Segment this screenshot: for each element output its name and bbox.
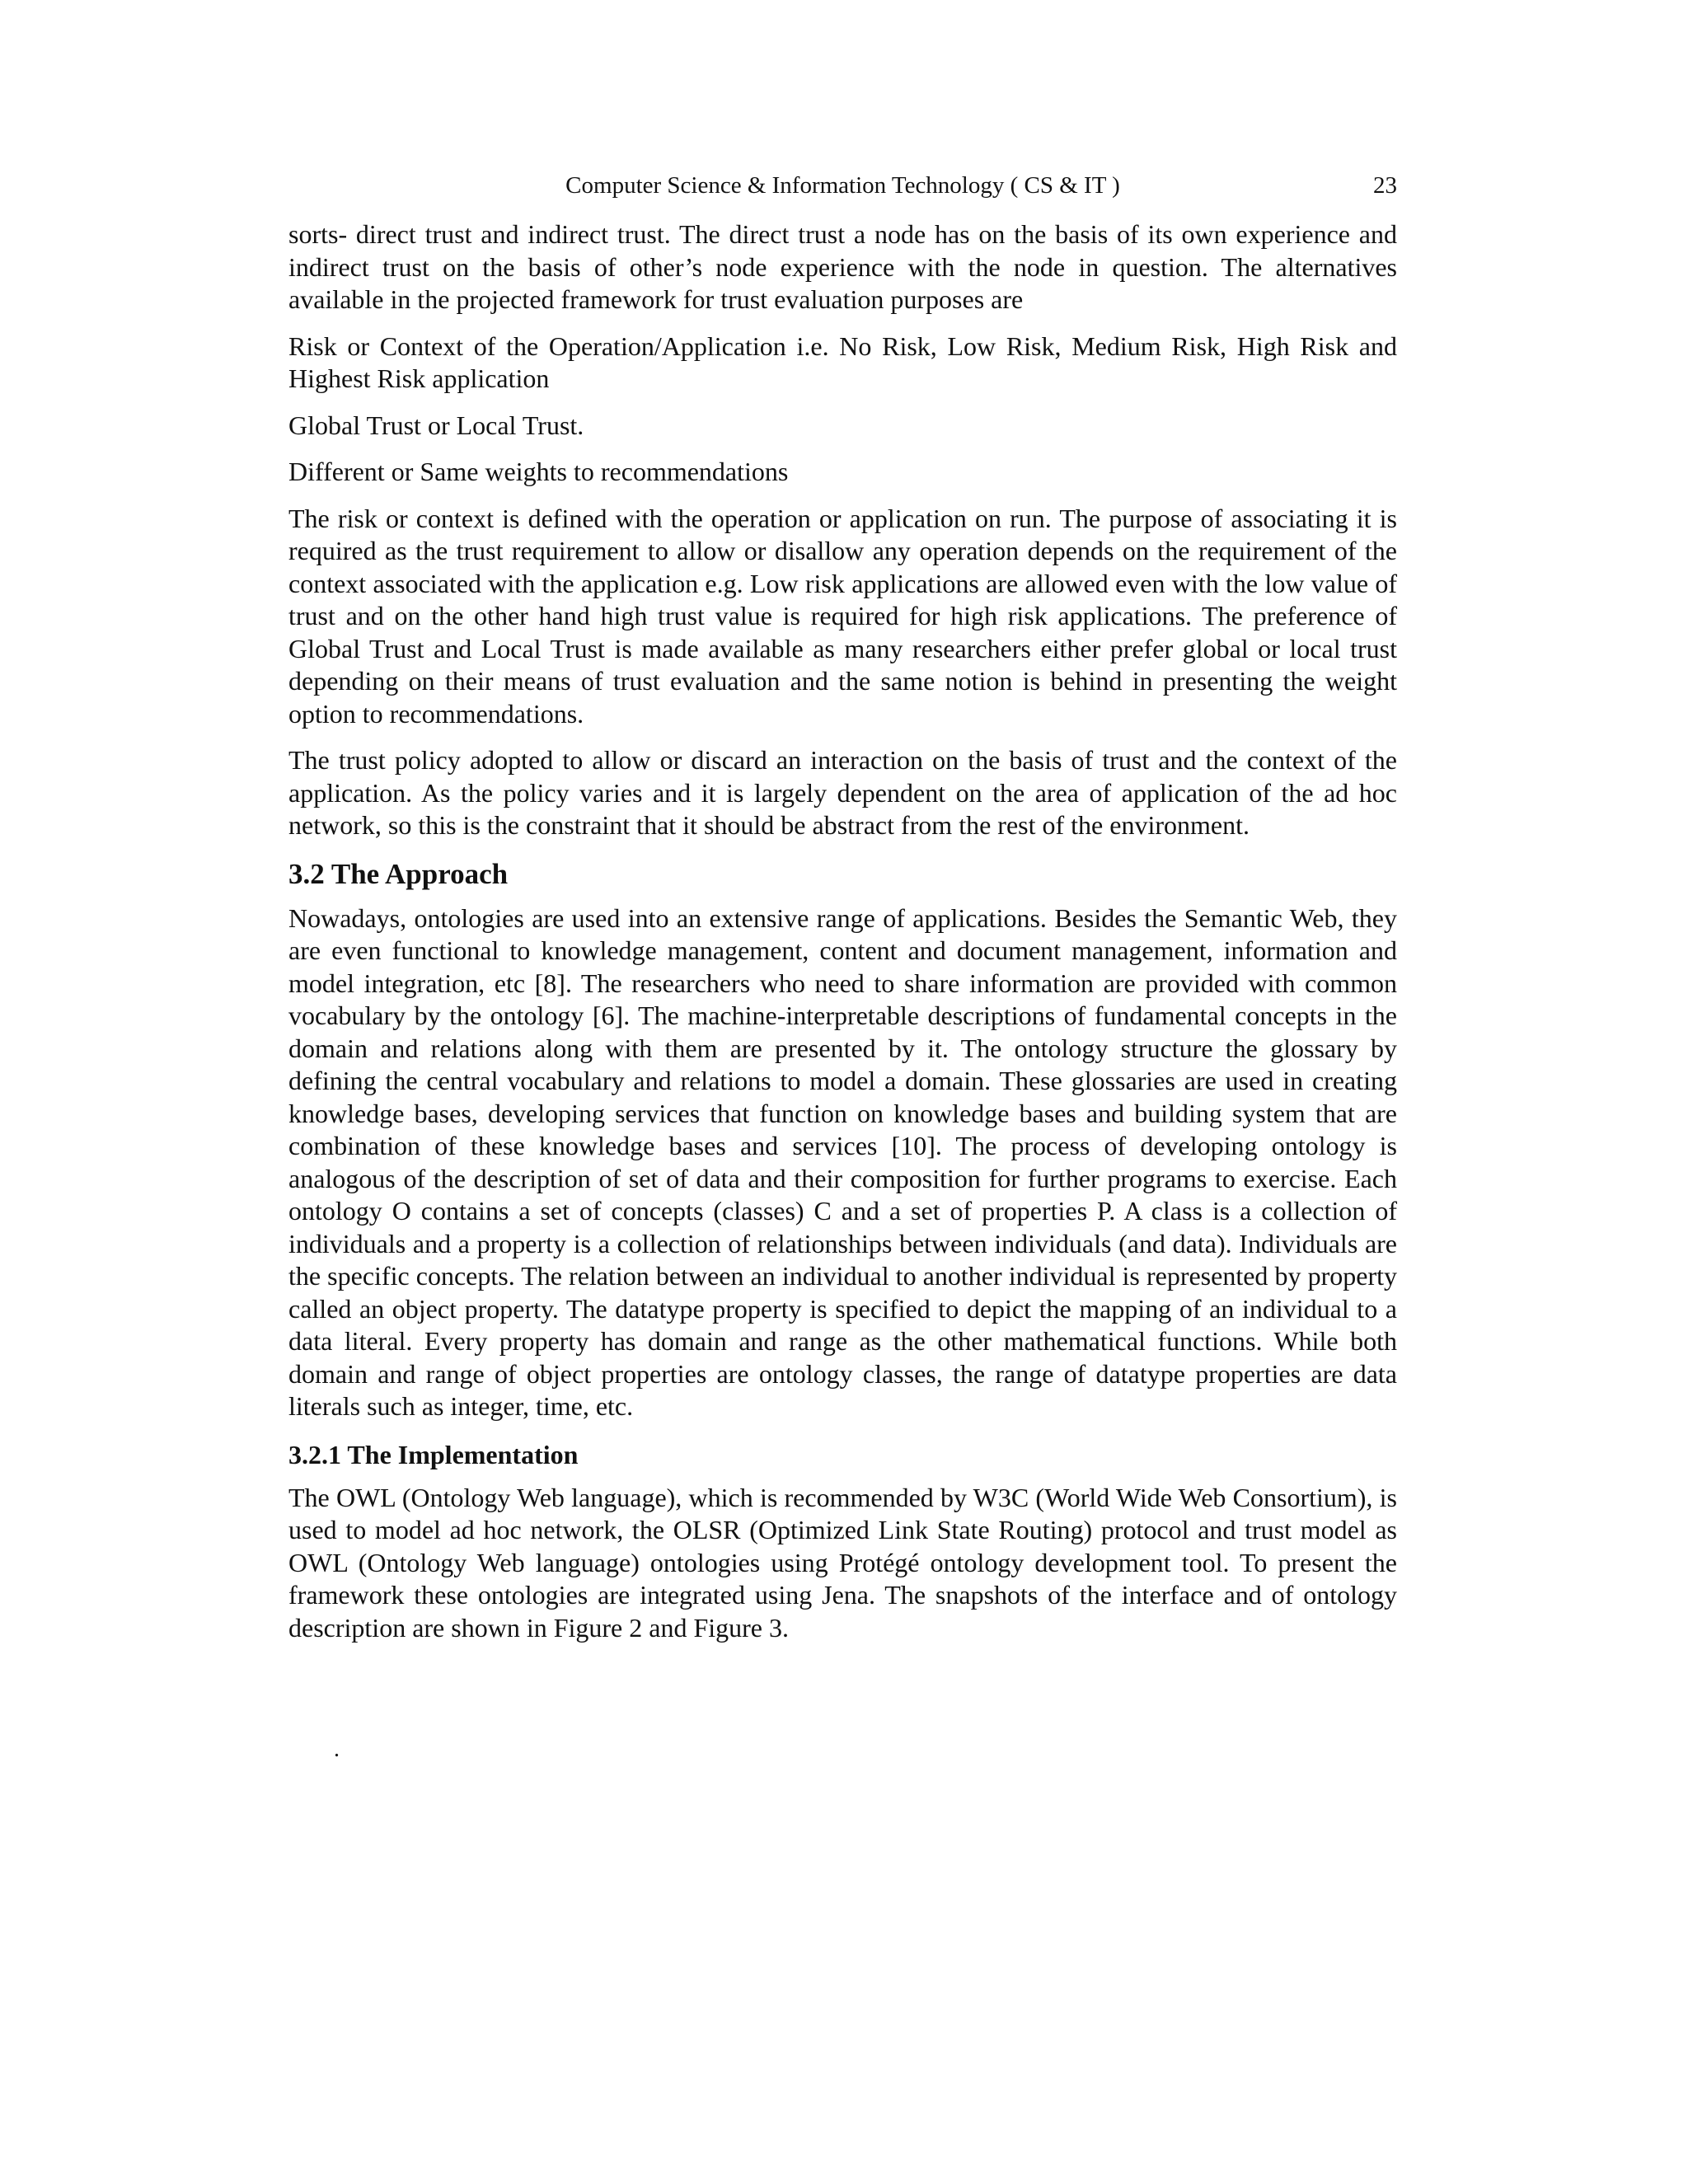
stray-mark: . [334, 1736, 340, 1762]
journal-title: Computer Science & Information Technology ( CS & IT ) [565, 172, 1120, 199]
paragraph-weights-option: Different or Same weights to recommendations [288, 457, 789, 486]
page-number: 23 [1373, 172, 1397, 199]
paragraph-ontologies: Nowadays, ontologies are used into an extensive range of applications. Besides the Semantic Web, they are even functional to knowledge management, content and document management, information and model integration, etc [8]. The researchers who need to share information are provided with common vocabulary by the ontology [6]. The machine-interpretable descriptions of fundamental concepts in the domain and relations along with them are presented by it. The ontology structure the glossary by defining the central vocabulary and relations to model a domain. These glossaries are used in creating knowledge bases, developing services that function on knowledge bases and building system that are combination of these knowledge bases and services [10]. The process of developing ontology is analogous of the description of set of data and their composition for further programs to exercise. Each ontology O contains a set of concepts (classes) C and a set of properties P. A class is a collection of individuals and a property is a collection of relationships between individuals (and data). Individuals are the specific concepts. The relation between an individual to another individual is represented by property called an object property. The datatype property is specified to depict the mapping of an individual to a data literal. Every property has domain and range as the other mathematical functions. While both domain and range of object properties are ontology classes, the range of datatype properties are data literals such as integer, time, etc. [288, 902, 1397, 1421]
paragraph-owl-implementation: The OWL (Ontology Web language), which is recommended by W3C (World Wide Web Consortium), is used to model ad hoc network, the OLSR (Optimized Link State Routing) protocol and trust model as OWL (Ontology Web language) ontologies using Protégé ontology development tool. To present the framework these ontologies are integrated using Jena. The snapshots of the interface and of ontology description are shown in Figure 2 and Figure 3. [288, 1482, 1397, 1643]
paragraph-trust-sorts: sorts- direct trust and indirect trust. The direct trust a node has on the basis of its own experience and indirect trust on the basis of other’s node experience with the node in question. The alternatives available in the projected framework for trust evaluation purposes are [288, 219, 1397, 314]
paragraph-risk-context-definition: The risk or context is defined with the operation or application on run. The purpose of associating it is required as the trust requirement to allow or disallow any operation depends on the requirement of the context associated with the application e.g. Low risk applications are allowed even with the low value of trust and on the other hand high trust value is required for high risk applications. The preference of Global Trust and Local Trust is made available as many researchers either prefer global or local trust depending on their means of trust evaluation and the same notion is behind in presenting the weight option to recommendations. [288, 503, 1397, 729]
paragraph-risk-context-option: Risk or Context of the Operation/Application i.e. No Risk, Low Risk, Medium Risk, High Risk and Highest Risk application [288, 330, 1397, 393]
body-text [288, 218, 1397, 1658]
paragraph-global-local-option: Global Trust or Local Trust. [288, 410, 584, 440]
subsection-heading-implementation: 3.2.1 The Implementation [288, 1439, 579, 1469]
running-header [288, 169, 1397, 202]
paragraph-trust-policy: The trust policy adopted to allow or discard an interaction on the basis of trust and the context of the application. As the policy varies and it is largely dependent on the area of application of the ad hoc network, so this is the constraint that it should be abstract from the rest of the environment. [288, 745, 1397, 840]
section-heading-approach: 3.2 The Approach [288, 857, 509, 890]
